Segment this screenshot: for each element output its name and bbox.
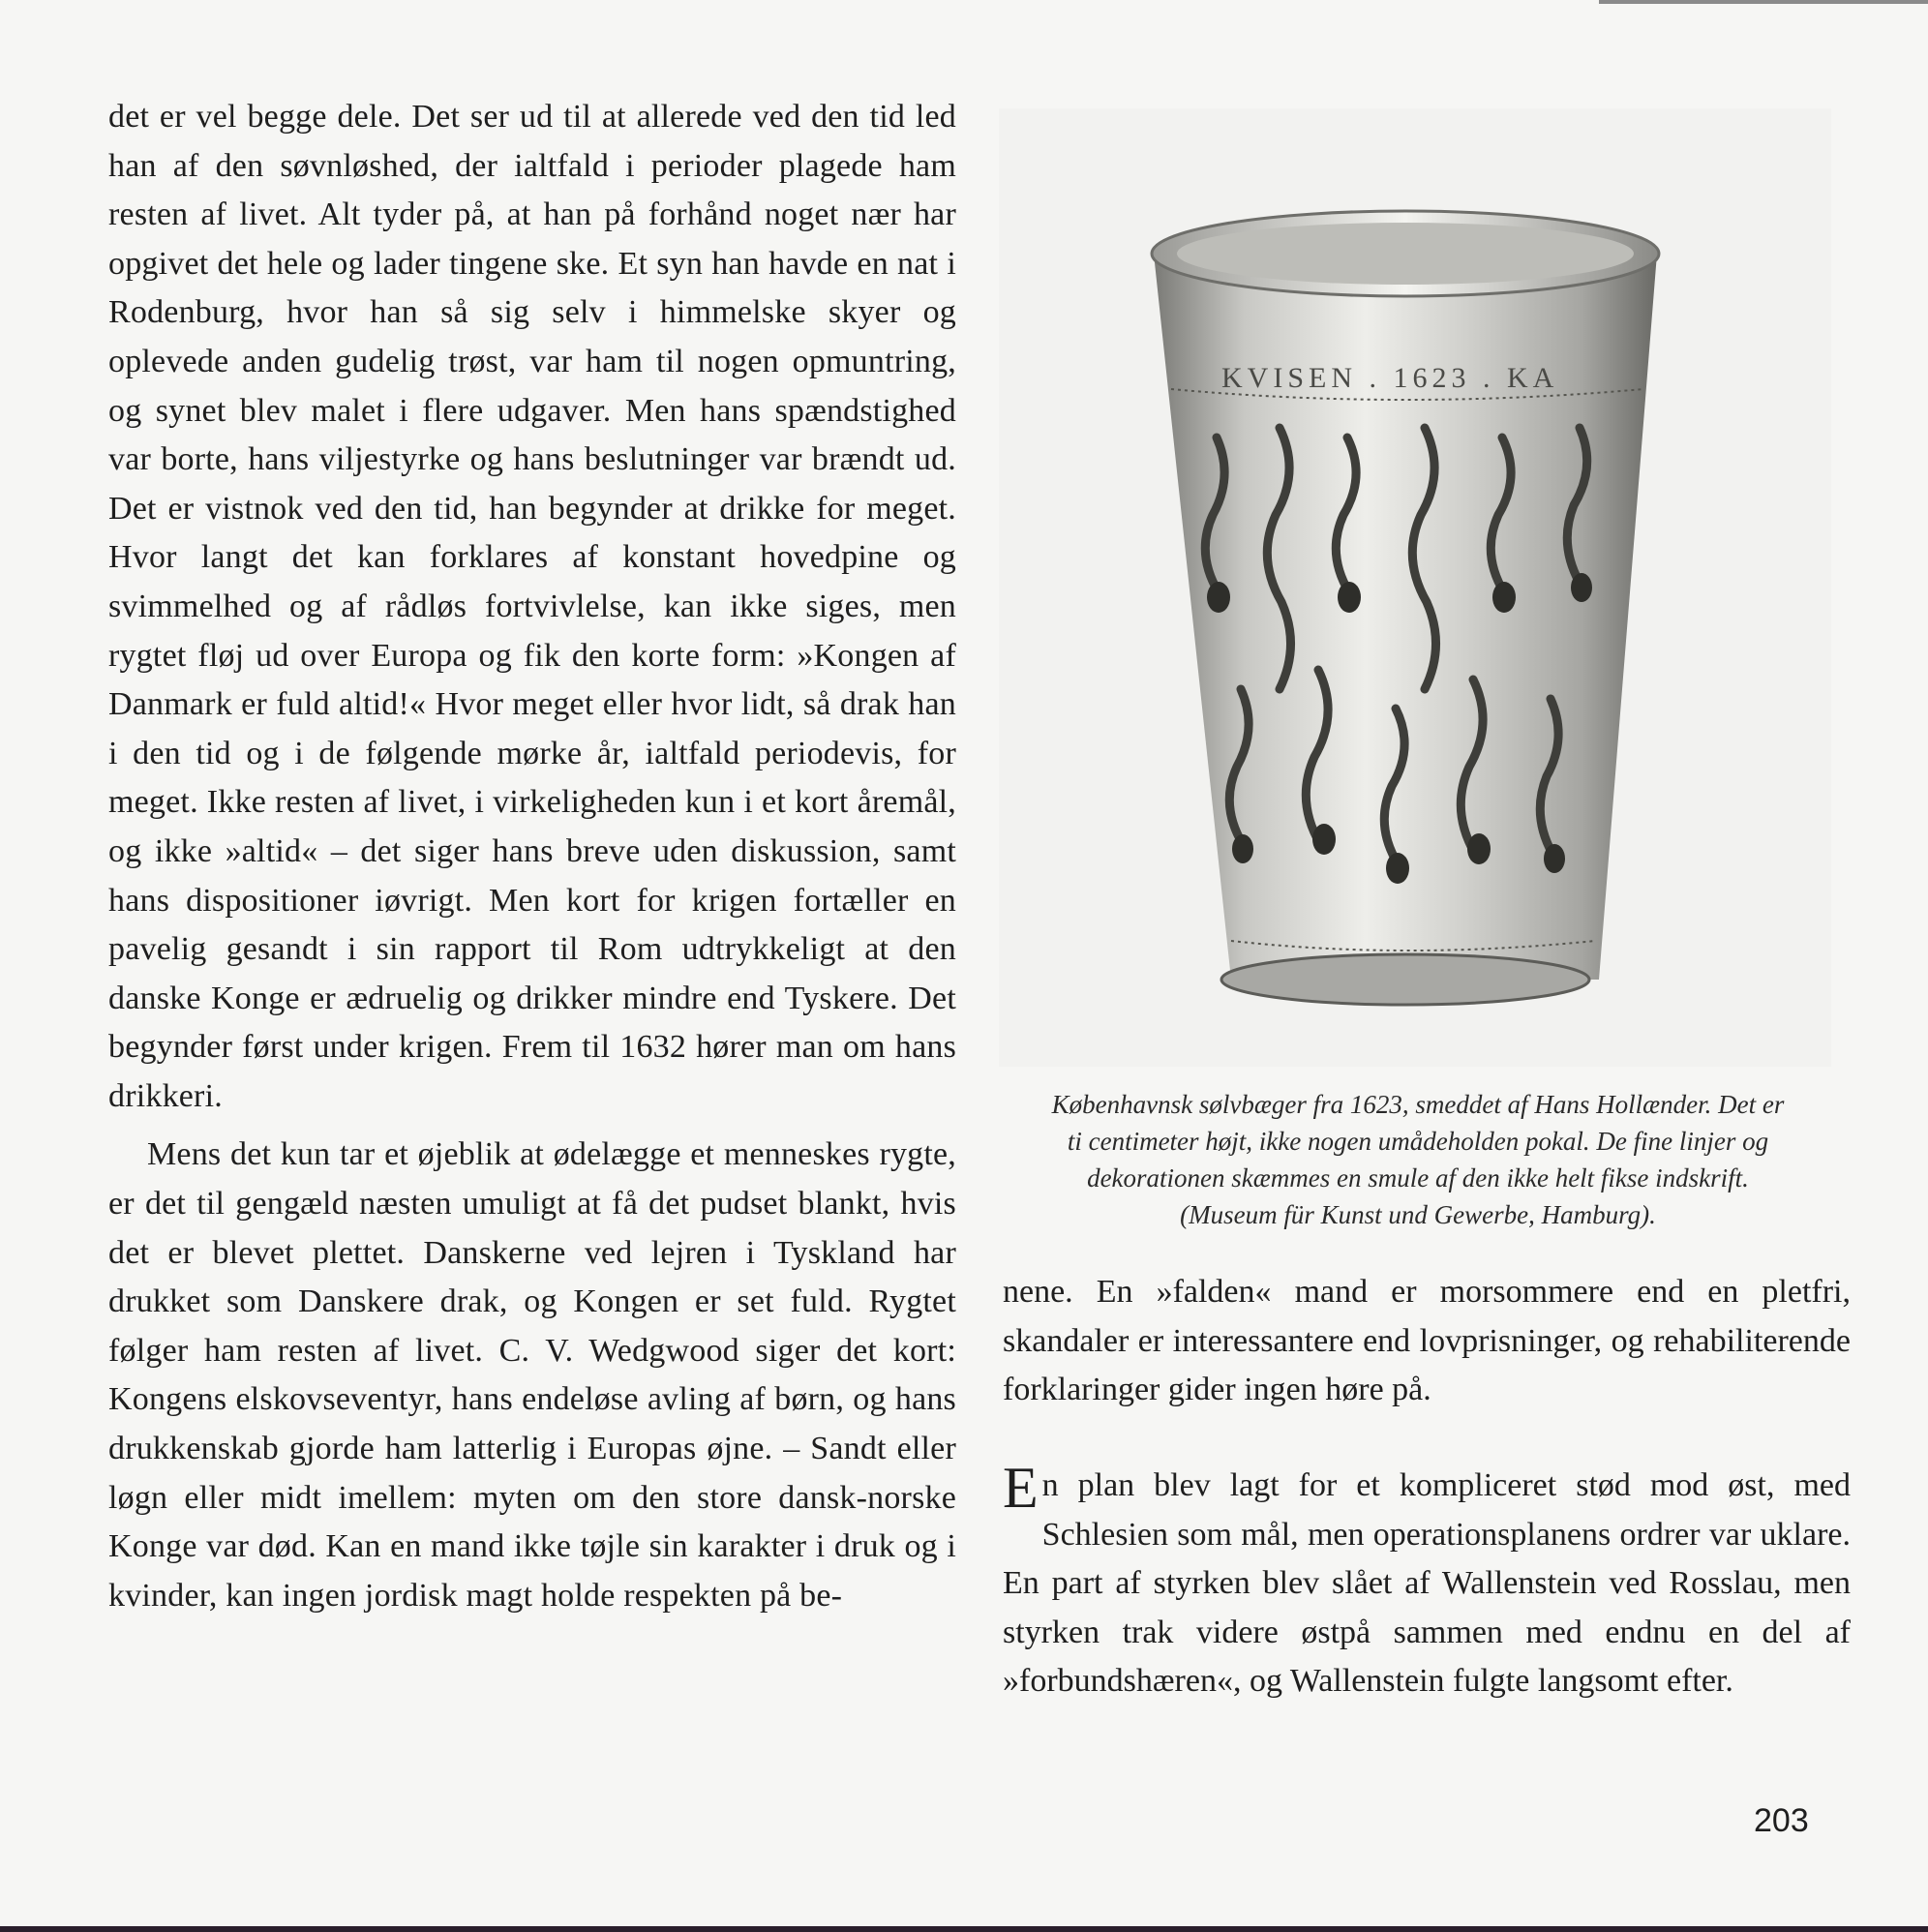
right-paragraph-new-section (1003, 1456, 1851, 1706)
page-number: 203 (1754, 1802, 1809, 1839)
figure-caption (995, 1086, 1841, 1233)
beaker-opening (1177, 223, 1634, 285)
beaker-base (1221, 954, 1589, 1005)
beaker-engraving: KVISEN . 1623 . KA (1221, 362, 1559, 394)
caption-line-4: (Museum für Kunst und Gewerbe, Hamburg). (1180, 1200, 1656, 1229)
caption-line-3: dekorationen skæmmes en smule af den ikke helt fikse indskrift. (1087, 1163, 1749, 1192)
right-text-continuation (1003, 1268, 1851, 1415)
right-text-new-section (1003, 1456, 1851, 1706)
left-paragraph-2: Mens det kun tar et øjeblik at ødelægge et menneskes rygte, er det til gengæld næsten umuligt at få det pudset blankt, hvis det er blevet plettet. Danskerne ved lejren i Tyskland har drukket som Danskere drak, og Kongen er set fuld. Rygtet følger ham resten af livet. C. V. Wedgwood siger det kort: Kongens elskovseventyr, hans endeløse avling af børn, og hans drukkenskab gjorde ham latterlig i Europas øjne. – Sandt eller løgn eller midt imellem: myten om den store dansk-norske Konge var død. Kan en mand ikke tøjle sin karakter i druk og i kvinder, kan ingen jordisk magt holde respekten på be- (108, 1136, 956, 1614)
left-paragraph-1: det er vel begge dele. Det ser ud til at allerede ved den tid led han af den søvnløshed, der ialtfald i perioder plagede ham resten af livet. Alt tyder på, at han på forhånd noget nær har opgivet det hele og lader tingene ske. Et syn han havde en nat i Rodenburg, hvor han så sig selv i himmelske skyer og oplevede anden gudelig trøst, var ham til nogen opmuntring, og synet blev malet i flere udgaver. Men hans spændstighed var borte, hans viljestyrke og hans beslutninger var brændt ud. Det er vistnok ved den tid, han begynder at drikke for meget. Hvor langt det kan forklares af konstant hovedpine og svimmelhed og af rådløs fortvivlelse, kan ikke siges, men rygtet fløj ud over Europa og fik den korte form: »Kongen af Danmark er fuld altid!« Hvor meget eller hvor lidt, så drak han i den tid og i de følgende mørke år, ialtfald periodevis, for meget. Ikke resten af livet, i virkeligheden kun i et kort åremål, og ikke »altid« – det siger hans breve uden diskussion, samt hans dispositioner iøvrigt. Men kort for krigen fortæller en pavelig gesandt i sin rapport til Rom udtrykkeligt at den danske Konge er ædruelig og drikker mindre end Tyskere. Det begynder først under krigen. Frem til 1632 hører man om hans drikkeri. (108, 99, 956, 1114)
right-paragraph-continuation: nene. En »falden« mand er morsommere end en pletfri, skandaler er interessantere end lovprisninger, og rehabiliterende forklaringer gider ingen høre på. (1003, 1274, 1851, 1408)
new-section-text: n plan blev lagt for et kompliceret stød mod øst, med Schlesien som mål, men operationsplanens ordrer var uklare. En part af styrken blev slået af Wallenstein ved Rosslau, men styrken trak videre østpå sammen med endnu en del af »forbundshæren«, og Wallenstein fulgte langsomt efter. (1003, 1467, 1851, 1700)
silver-beaker-photo (999, 108, 1831, 1067)
beaker-illustration (999, 108, 1831, 1067)
top-edge-line (1599, 0, 1928, 4)
caption-line-2: ti centimeter højt, ikke nogen umådeholden pokal. De fine linjer og (1067, 1127, 1769, 1156)
bottom-edge-line (0, 1926, 1928, 1932)
drop-cap-letter: E (1003, 1456, 1039, 1520)
left-text-column (108, 93, 956, 1620)
caption-line-1: Københavnsk sølvbæger fra 1623, smeddet af Hans Hollænder. Det er (1051, 1090, 1785, 1119)
